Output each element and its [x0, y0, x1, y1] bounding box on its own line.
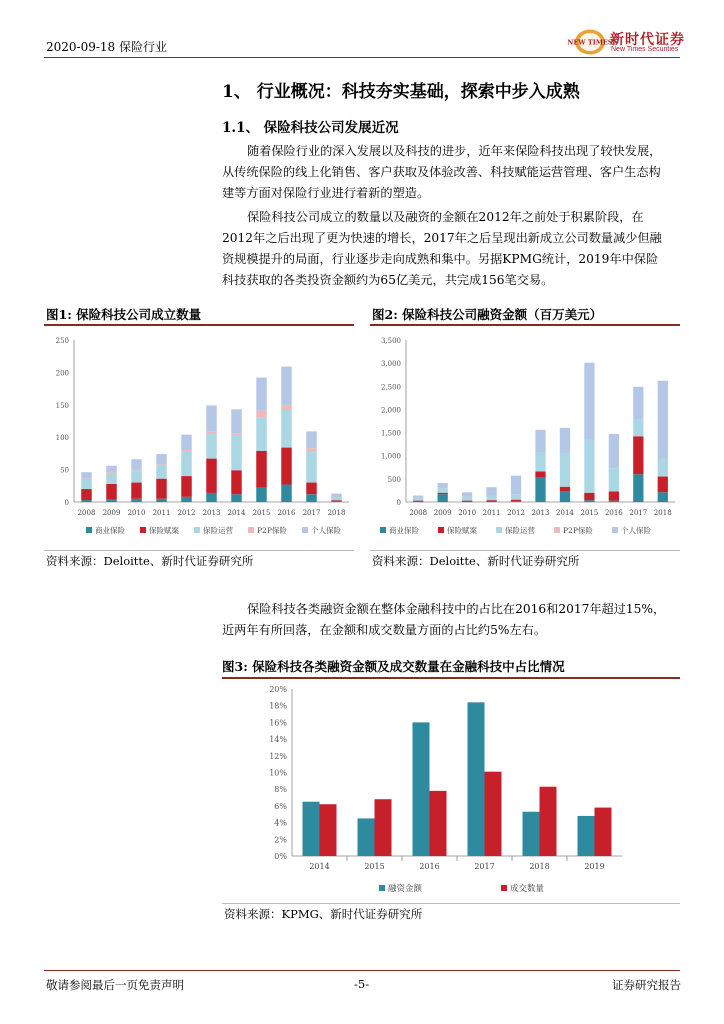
bar-保险赋案 [609, 491, 619, 500]
bar-保险运营 [131, 470, 142, 482]
bar-商业保险 [106, 499, 117, 502]
legend-swatch-保险赋案 [438, 527, 444, 533]
bar-融资金额 [413, 722, 430, 856]
y-tick-label: 0 [64, 499, 69, 507]
bar-个人保险 [609, 434, 619, 468]
logo-text-cn: 新时代证券 [610, 32, 685, 48]
x-tick-label: 2018 [529, 862, 550, 871]
x-tick-label: 2015 [580, 509, 599, 517]
y-tick-label: 3,500 [380, 337, 401, 345]
bar-保险赋案 [413, 501, 423, 502]
bar-个人保险 [281, 367, 292, 405]
x-tick-label: 2014 [556, 509, 574, 517]
bar-商业保险 [281, 485, 292, 502]
bar-成交数量 [540, 787, 557, 856]
bar-P2P保险 [106, 472, 117, 473]
bar-保险运营 [462, 496, 472, 500]
bar-成交数量 [430, 791, 447, 856]
bar-保险运营 [413, 498, 423, 501]
header-date-section: 2020-09-18 保险行业 [46, 40, 168, 54]
legend-label: 保险运营 [505, 526, 535, 535]
legend-label: P2P保险 [563, 526, 593, 535]
bar-成交数量 [375, 799, 392, 856]
bar-保险运营 [486, 496, 496, 501]
bar-商业保险 [584, 500, 594, 502]
footer-report-type: 证券研究报告 [612, 978, 681, 992]
bar-商业保险 [131, 499, 142, 502]
bar-P2P保险 [306, 448, 317, 451]
para-3-line-1: 保险科技各类融资金额在整体金融科技中的占比在2016和2017年超过15%， [247, 602, 666, 616]
y-tick-label: 14% [269, 735, 287, 745]
bar-保险运营 [584, 440, 594, 493]
fig2-source: 资料来源：Deloitte、新时代证券研究所 [372, 554, 580, 568]
legend-label: 保险运营 [203, 526, 233, 535]
bar-保险赋案 [535, 471, 545, 477]
footer-rule [44, 970, 680, 971]
bar-商业保险 [535, 477, 545, 502]
bar-保险运营 [331, 497, 342, 500]
fig1-caption: 图1: 保险科技公司成立数量 [46, 307, 202, 322]
para-3-line-2: 近两年有所回落，在金额和成交数量方面的占比约5%左右。 [222, 623, 547, 637]
bar-商业保险 [256, 488, 267, 502]
section-heading: 1、 行业概况：科技夯实基础，探索中步入成熟 [222, 82, 580, 102]
legend-swatch-个人保险 [612, 527, 618, 533]
bar-保险赋案 [633, 436, 643, 474]
fig1-chart [44, 326, 356, 548]
legend-label: 商业保险 [389, 526, 419, 535]
para-2-line-1: 保险科技公司成立的数量以及融资的金额在2012年之前处于积累阶段，在 [247, 210, 644, 224]
bar-个人保险 [560, 428, 570, 453]
bar-保险运营 [281, 410, 292, 448]
x-tick-label: 2009 [102, 509, 121, 517]
bar-保险赋案 [231, 470, 242, 494]
bar-保险运营 [511, 494, 521, 500]
bar-保险赋案 [486, 500, 496, 501]
legend-swatch-成交数量 [501, 885, 507, 891]
y-tick-label: 2,000 [380, 406, 401, 415]
legend-swatch-商业保险 [380, 527, 386, 533]
bar-商业保险 [633, 474, 643, 502]
y-tick-label: 2% [274, 835, 287, 845]
paragraph-3 [222, 599, 680, 641]
x-tick-label: 2015 [252, 509, 271, 517]
bar-个人保险 [256, 378, 267, 411]
bar-保险赋案 [331, 500, 342, 501]
legend-swatch-P2P保险 [248, 527, 254, 533]
bar-融资金额 [303, 802, 320, 856]
logo-icon [567, 28, 613, 56]
bar-保险赋案 [206, 459, 217, 493]
y-tick-label: 12% [269, 751, 287, 761]
legend-swatch-P2P保险 [554, 527, 560, 533]
para-1-line-1: 随着保险行业的深入发展以及科技的进步，近年来保险科技出现了较快发展， [247, 144, 662, 158]
bar-P2P保险 [206, 431, 217, 434]
bar-P2P保险 [131, 469, 142, 470]
logo-text-en: New Times Securities [611, 46, 679, 53]
y-tick-label: 1,500 [380, 429, 401, 438]
bar-保险赋案 [462, 501, 472, 502]
bar-保险运营 [560, 453, 570, 487]
bar-保险赋案 [658, 477, 668, 493]
y-tick-label: 3,000 [380, 360, 401, 369]
bar-保险运营 [306, 451, 317, 482]
bar-个人保险 [156, 454, 167, 464]
fig3-source-rule [222, 903, 680, 904]
bar-个人保险 [486, 487, 496, 495]
x-tick-label: 2012 [177, 509, 196, 517]
bar-保险赋案 [306, 483, 317, 495]
bar-个人保险 [413, 496, 423, 498]
fig2-chart [370, 326, 682, 548]
bar-个人保险 [438, 483, 448, 488]
x-tick-label: 2014 [309, 862, 330, 871]
x-tick-label: 2013 [202, 509, 221, 517]
bar-个人保险 [181, 435, 192, 450]
footer-disclaimer: 敬请参阅最后一页免责声明 [46, 978, 184, 992]
bar-保险运营 [156, 466, 167, 479]
bar-保险运营 [535, 452, 545, 471]
bar-个人保险 [584, 363, 594, 440]
bar-商业保险 [331, 501, 342, 502]
bar-个人保险 [106, 466, 117, 472]
bar-保险运营 [609, 468, 619, 491]
legend-label: 保险赋案 [149, 526, 179, 535]
y-tick-label: 500 [387, 475, 401, 484]
legend-swatch-商业保险 [86, 527, 92, 533]
bar-个人保险 [206, 405, 217, 431]
bar-商业保险 [438, 494, 448, 502]
legend-swatch-融资金额 [379, 885, 385, 891]
x-tick-label: 2018 [327, 509, 346, 517]
bar-保险运营 [81, 480, 92, 489]
y-tick-label: 10% [269, 768, 287, 778]
x-tick-label: 2013 [531, 509, 550, 517]
y-tick-label: 8% [274, 785, 287, 795]
para-2-line-3: 资规模提升的局面，行业逐步走向成熟和集中。另据KPMG统计，2019年中保险 [222, 252, 659, 266]
y-tick-label: 2,500 [380, 383, 401, 392]
legend-label: 个人保险 [621, 526, 651, 535]
x-tick-label: 2011 [482, 509, 501, 517]
x-tick-label: 2018 [653, 509, 672, 517]
bar-商业保险 [231, 494, 242, 502]
y-tick-label: 250 [55, 337, 69, 345]
bar-保险运营 [231, 436, 242, 470]
bar-商业保险 [156, 499, 167, 502]
fig1-source-rule [44, 550, 354, 551]
header-rule [44, 57, 680, 58]
subsection-heading: 1.1、 保险科技公司发展近况 [222, 120, 399, 136]
bar-保险赋案 [560, 487, 570, 492]
bar-保险运营 [438, 488, 448, 493]
y-tick-label: 150 [55, 401, 69, 410]
bar-保险运营 [106, 473, 117, 483]
y-tick-label: 0% [274, 852, 287, 861]
legend-label: P2P保险 [257, 526, 287, 535]
bar-保险赋案 [438, 493, 448, 494]
x-tick-label: 2011 [152, 509, 171, 517]
bar-P2P保险 [181, 450, 192, 452]
bar-P2P保险 [256, 411, 267, 417]
bar-保险赋案 [181, 476, 192, 497]
paragraph-2 [222, 207, 680, 291]
bar-个人保险 [331, 494, 342, 498]
x-tick-label: 2016 [604, 509, 623, 517]
x-tick-label: 2016 [419, 862, 440, 871]
bar-保险赋案 [281, 448, 292, 485]
bar-保险赋案 [256, 451, 267, 488]
bar-保险运营 [206, 434, 217, 459]
x-tick-label: 2010 [458, 509, 477, 517]
legend-swatch-保险运营 [194, 527, 200, 533]
bar-商业保险 [511, 501, 521, 502]
bar-商业保险 [658, 492, 668, 502]
x-tick-label: 2009 [433, 509, 452, 517]
bar-保险赋案 [106, 484, 117, 500]
x-tick-label: 2008 [409, 509, 428, 517]
y-tick-label: 16% [269, 718, 287, 728]
legend-label: 保险赋案 [447, 526, 477, 535]
bar-成交数量 [320, 804, 337, 856]
x-tick-label: 2012 [507, 509, 525, 517]
x-tick-label: 2016 [277, 509, 296, 517]
bar-保险运营 [633, 420, 643, 437]
x-tick-label: 2014 [227, 509, 246, 517]
bar-保险赋案 [81, 489, 92, 500]
paragraph-1 [222, 141, 680, 204]
bar-P2P保险 [281, 405, 292, 410]
y-tick-label: 0 [396, 499, 401, 507]
bar-个人保险 [658, 381, 668, 459]
bar-融资金额 [358, 818, 375, 856]
x-tick-label: 2017 [302, 509, 321, 517]
bar-保险赋案 [584, 493, 594, 500]
bar-保险运营 [658, 458, 668, 476]
fig1-source: 资料来源：Deloitte、新时代证券研究所 [46, 554, 254, 568]
y-tick-label: 200 [55, 369, 69, 378]
bar-保险运营 [181, 451, 192, 476]
y-tick-label: 50 [60, 466, 69, 475]
bar-P2P保险 [156, 464, 167, 465]
bar-商业保险 [81, 500, 92, 502]
fig3-source: 资料来源：KPMG、新时代证券研究所 [224, 907, 423, 921]
bar-商业保险 [560, 491, 570, 502]
bar-商业保险 [206, 493, 217, 502]
bar-保险赋案 [156, 479, 167, 499]
bar-成交数量 [485, 772, 502, 856]
para-2-line-4: 科技获取的各类投资金额约为65亿美元，共完成156笔交易。 [222, 273, 554, 287]
bar-个人保险 [633, 387, 643, 420]
bar-个人保险 [81, 472, 92, 478]
fig3-caption: 图3: 保险科技各类融资金额及成交数量在金融科技中占比情况 [222, 659, 565, 674]
y-tick-label: 100 [55, 434, 69, 443]
x-tick-label: 2017 [474, 862, 495, 871]
bar-保险赋案 [131, 483, 142, 499]
legend-swatch-保险运营 [496, 527, 502, 533]
fig2-source-rule [370, 550, 680, 551]
legend-swatch-保险赋案 [140, 527, 146, 533]
fig3-chart [222, 679, 680, 901]
bar-融资金额 [523, 812, 540, 856]
x-tick-label: 2017 [629, 509, 648, 517]
x-tick-label: 2015 [364, 862, 385, 871]
page-number: -5- [354, 977, 370, 991]
bar-保险赋案 [511, 500, 521, 501]
bar-个人保险 [231, 409, 242, 433]
bar-商业保险 [306, 494, 317, 502]
bar-个人保险 [511, 476, 521, 495]
legend-label: 个人保险 [311, 526, 341, 535]
x-tick-label: 2010 [127, 509, 146, 517]
bar-商业保险 [181, 497, 192, 502]
bar-保险运营 [256, 417, 267, 451]
legend-swatch-个人保险 [302, 527, 308, 533]
bar-P2P保险 [231, 433, 242, 436]
legend-label: 融资金额 [388, 884, 423, 894]
x-tick-label: 2008 [77, 509, 96, 517]
legend-label: 商业保险 [95, 526, 125, 535]
para-2-line-2: 2012年之后出现了更为快速的增长，2017年之后呈现出新成立公司数量减少但融 [222, 231, 662, 245]
bar-融资金额 [578, 816, 595, 856]
bar-成交数量 [595, 808, 612, 856]
y-tick-label: 4% [274, 818, 287, 828]
para-1-line-2: 从传统保险的线上化销售、客户获取及体验改善、科技赋能运营管理、客户生态构 [222, 165, 661, 179]
logo-mark: NEW TIMES [567, 38, 613, 47]
x-tick-label: 2019 [584, 862, 605, 871]
y-tick-label: 20% [269, 685, 287, 694]
y-tick-label: 6% [274, 801, 287, 811]
y-tick-label: 1,000 [380, 452, 401, 461]
bar-融资金额 [468, 702, 485, 856]
bar-P2P保险 [81, 479, 92, 480]
bar-个人保险 [131, 459, 142, 469]
bar-商业保险 [609, 501, 619, 502]
bar-个人保险 [462, 492, 472, 496]
bar-个人保险 [535, 430, 545, 452]
fig2-caption: 图2: 保险科技公司融资金额（百万美元） [372, 307, 603, 322]
para-1-line-3: 建等方面对保险行业进行着新的塑造。 [222, 186, 430, 200]
y-tick-label: 18% [269, 701, 287, 711]
legend-label: 成交数量 [510, 884, 545, 894]
bar-个人保险 [306, 431, 317, 448]
